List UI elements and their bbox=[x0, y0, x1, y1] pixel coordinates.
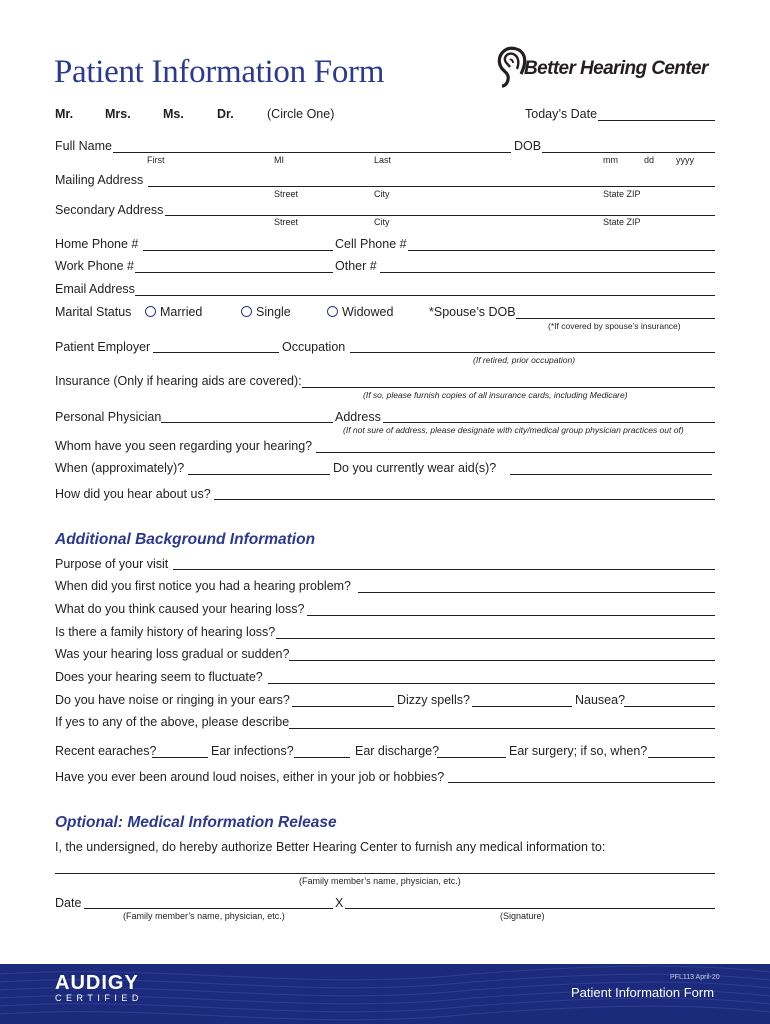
discharge-field[interactable] bbox=[437, 757, 506, 758]
marital-option-married[interactable] bbox=[145, 305, 202, 319]
signature-note: (Signature) bbox=[500, 911, 545, 921]
fluctuate-label: Does your hearing seem to fluctuate? bbox=[55, 670, 263, 684]
secondary-address-field[interactable] bbox=[165, 215, 715, 216]
seen-label: Whom have you seen regarding your hearing? bbox=[55, 439, 313, 453]
full-name-field[interactable] bbox=[113, 152, 511, 153]
release-date-note: (Family member’s name, physician, etc.) bbox=[123, 911, 285, 921]
salutation-dr[interactable]: Dr. bbox=[217, 107, 234, 121]
when-field[interactable] bbox=[188, 474, 330, 475]
physician-label: Personal Physician bbox=[55, 410, 162, 424]
first-notice-label: When did you first notice you had a hearing problem? bbox=[55, 579, 352, 593]
spouse-dob-field[interactable] bbox=[516, 318, 715, 319]
release-date-label: Date bbox=[55, 896, 82, 910]
first-sublabel: First bbox=[147, 155, 165, 165]
todays-date-label: Today’s Date bbox=[525, 107, 598, 121]
other-phone-label: Other # bbox=[335, 259, 377, 273]
dizzy-label: Dizzy spells? bbox=[397, 693, 470, 707]
occupation-label: Occupation bbox=[282, 340, 346, 354]
cause-field[interactable] bbox=[307, 615, 715, 616]
mailing-city-sublabel: City bbox=[374, 189, 390, 199]
employer-field[interactable] bbox=[153, 352, 279, 353]
physician-field[interactable] bbox=[161, 422, 333, 423]
single-label: Single bbox=[256, 305, 291, 319]
cell-phone-field[interactable] bbox=[408, 250, 715, 251]
dd-sublabel: dd bbox=[644, 155, 655, 165]
gradual-label: Was your hearing loss gradual or sudden? bbox=[55, 647, 290, 661]
when-label: When (approximately)? bbox=[55, 461, 185, 475]
infections-label: Ear infections? bbox=[211, 744, 294, 758]
heard-about-label: How did you hear about us? bbox=[55, 487, 211, 501]
noise-label: Do you have noise or ringing in your ears? bbox=[55, 693, 290, 707]
footer-bar bbox=[0, 964, 770, 1024]
release-date-field[interactable] bbox=[84, 908, 333, 909]
footer-form-name: Patient Information Form bbox=[571, 985, 715, 1000]
home-phone-label: Home Phone # bbox=[55, 237, 139, 251]
describe-field[interactable] bbox=[289, 728, 715, 729]
mailing-street-sublabel: Street bbox=[274, 189, 299, 199]
logo bbox=[494, 44, 718, 88]
work-phone-field[interactable] bbox=[135, 272, 333, 273]
gradual-field[interactable] bbox=[289, 660, 715, 661]
mi-sublabel: MI bbox=[274, 155, 284, 165]
email-field[interactable] bbox=[135, 295, 715, 296]
dizzy-field[interactable] bbox=[472, 706, 572, 707]
surgery-field[interactable] bbox=[648, 757, 715, 758]
heard-about-field[interactable] bbox=[214, 499, 715, 500]
earaches-label: Recent earaches? bbox=[55, 744, 157, 758]
circle-one-note: (Circle One) bbox=[267, 107, 335, 121]
dob-field[interactable] bbox=[542, 152, 715, 153]
surgery-label: Ear surgery; if so, when? bbox=[509, 744, 648, 758]
audigy-logo-text: AUDIGY bbox=[55, 972, 139, 994]
physician-address-label: Address bbox=[335, 410, 381, 424]
home-phone-field[interactable] bbox=[143, 250, 333, 251]
page-title: Patient Information Form bbox=[54, 54, 385, 90]
signature-x: X bbox=[335, 896, 344, 910]
occupation-note: (If retired, prior occupation) bbox=[473, 355, 576, 365]
marital-status-label: Marital Status bbox=[55, 305, 132, 319]
family-history-label: Is there a family history of hearing loss? bbox=[55, 625, 276, 639]
physician-address-note: (If not sure of address, please designate with city/medical group physician practices out of) bbox=[343, 425, 684, 435]
dob-label: DOB bbox=[514, 139, 542, 153]
employer-label: Patient Employer bbox=[55, 340, 151, 354]
salutation-mrs[interactable]: Mrs. bbox=[105, 107, 131, 121]
first-notice-field[interactable] bbox=[358, 592, 715, 593]
mailing-address-label: Mailing Address bbox=[55, 173, 144, 187]
work-phone-label: Work Phone # bbox=[55, 259, 134, 273]
signature-field[interactable] bbox=[345, 908, 715, 909]
secondary-address-label: Secondary Address bbox=[55, 203, 164, 217]
radio-icon[interactable] bbox=[145, 306, 156, 317]
occupation-field[interactable] bbox=[350, 352, 715, 353]
insurance-field[interactable] bbox=[302, 387, 715, 388]
infections-field[interactable] bbox=[294, 757, 350, 758]
todays-date-field[interactable] bbox=[598, 120, 715, 121]
family-history-field[interactable] bbox=[276, 638, 715, 639]
last-sublabel: Last bbox=[374, 155, 392, 165]
background-section-title: Additional Background Information bbox=[55, 531, 316, 548]
salutation-mr[interactable]: Mr. bbox=[55, 107, 74, 121]
secondary-city-sublabel: City bbox=[374, 217, 390, 227]
mm-sublabel: mm bbox=[603, 155, 618, 165]
noise-field[interactable] bbox=[292, 706, 394, 707]
audigy-certified-text: CERTIFIED bbox=[55, 993, 143, 1003]
marital-option-widowed[interactable] bbox=[327, 305, 393, 319]
earaches-field[interactable] bbox=[152, 757, 208, 758]
physician-address-field[interactable] bbox=[383, 422, 715, 423]
radio-icon[interactable] bbox=[327, 306, 338, 317]
married-label: Married bbox=[160, 305, 203, 319]
nausea-label: Nausea? bbox=[575, 693, 626, 707]
secondary-street-sublabel: Street bbox=[274, 217, 299, 227]
full-name-label: Full Name bbox=[55, 139, 112, 153]
loud-noises-field[interactable] bbox=[448, 782, 715, 783]
purpose-field[interactable] bbox=[173, 569, 715, 570]
release-section-title: Optional: Medical Information Release bbox=[55, 814, 337, 831]
spouse-dob-note: (*If covered by spouse’s insurance) bbox=[548, 321, 681, 331]
marital-option-single[interactable] bbox=[241, 305, 291, 319]
mailing-state-zip-sublabel: State ZIP bbox=[603, 189, 641, 199]
release-recipient-field[interactable] bbox=[55, 873, 715, 874]
nausea-field[interactable] bbox=[624, 706, 715, 707]
widowed-label: Widowed bbox=[342, 305, 394, 319]
insurance-label: Insurance (Only if hearing aids are covered): bbox=[55, 374, 302, 388]
discharge-label: Ear discharge? bbox=[355, 744, 440, 758]
other-phone-field[interactable] bbox=[380, 272, 715, 273]
mailing-address-field[interactable] bbox=[148, 186, 715, 187]
loud-noises-label: Have you ever been around loud noises, either in your job or hobbies? bbox=[55, 770, 445, 784]
yyyy-sublabel: yyyy bbox=[676, 155, 694, 165]
release-recipient-note: (Family member’s name, physician, etc.) bbox=[299, 876, 461, 886]
purpose-label: Purpose of your visit bbox=[55, 557, 169, 571]
wear-aids-field[interactable] bbox=[510, 474, 712, 475]
salutation-ms[interactable]: Ms. bbox=[163, 107, 184, 121]
logo-text: Better Hearing Center bbox=[524, 58, 708, 79]
cell-phone-label: Cell Phone # bbox=[335, 237, 407, 251]
email-label: Email Address bbox=[55, 282, 135, 296]
radio-icon[interactable] bbox=[241, 306, 252, 317]
seen-field[interactable] bbox=[316, 452, 715, 453]
insurance-note: (If so, please furnish copies of all insurance cards, including Medicare) bbox=[363, 390, 628, 400]
release-statement: I, the undersigned, do hereby authorize Better Hearing Center to furnish any medical information to: bbox=[55, 840, 606, 854]
cause-label: What do you think caused your hearing loss? bbox=[55, 602, 305, 616]
secondary-state-zip-sublabel: State ZIP bbox=[603, 217, 641, 227]
fluctuate-field[interactable] bbox=[268, 683, 715, 684]
spouse-dob-label: *Spouse’s DOB bbox=[429, 305, 516, 319]
wear-aids-label: Do you currently wear aid(s)? bbox=[333, 461, 497, 475]
describe-label: If yes to any of the above, please describe bbox=[55, 715, 290, 729]
form-code: PFL113 April-20 bbox=[670, 974, 720, 981]
